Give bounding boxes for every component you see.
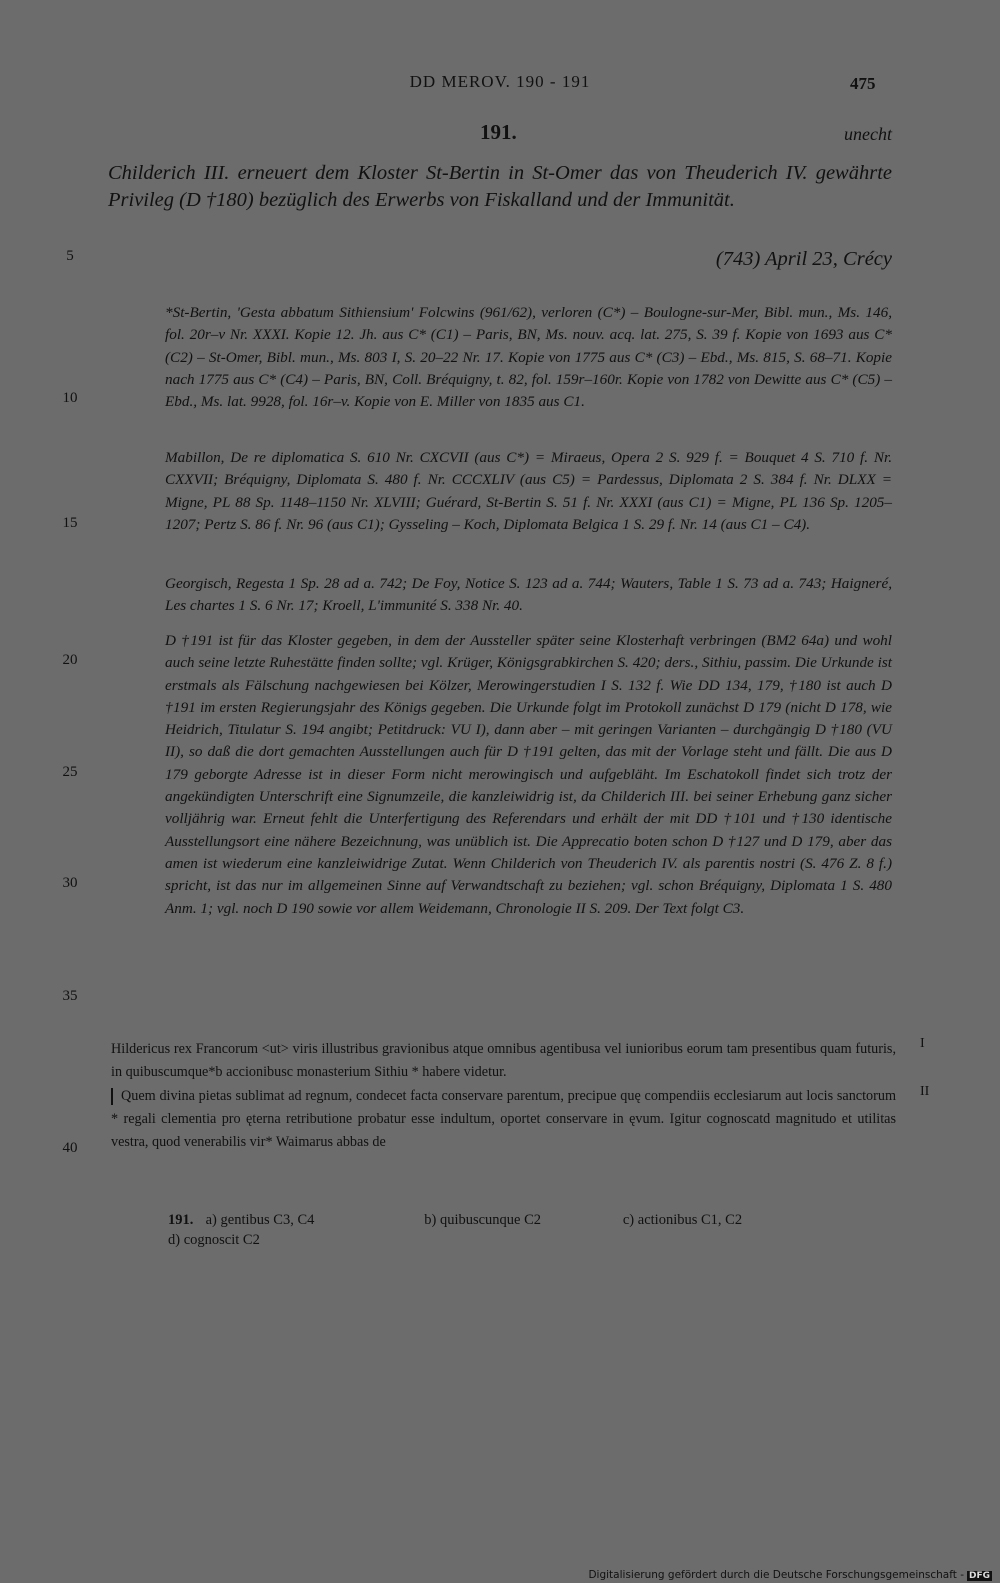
line-number: 25 bbox=[62, 764, 78, 780]
dfg-logo: DFG bbox=[968, 1571, 990, 1581]
footnote-a: a) gentibus C3, C4 bbox=[205, 1212, 315, 1228]
line-number: 35 bbox=[62, 988, 78, 1004]
editions-paragraph: Mabillon, De re diplomatica S. 610 Nr. CXCVII (aus C*) = Miraeus, Opera 2 S. 929 f. = Bouquet 4 S. 710 f. Nr. CXXVII; Bréquigny, Diplomata S. 480 f. Nr. CCCXLIV (aus C5) = Pardessus, Diplomata 2 S. 384 f. Nr. DLXX = Migne, PL 88 Sp. 1148–1150 Nr. XLVIII; Guérard, St-Bertin S. 51 f. Nr. XXXI (aus C1) = Migne, PL 136 Sp. 1205–1207; Pertz S. 86 f. Nr. 96 (aus C1); Gysseling – Koch, Diplomata Belgica 1 S. 29 f. Nr. 14 (aus C1 – C4). bbox=[165, 449, 892, 533]
text-protocol: Hildericus rex Francorum <ut> viris illustribus gravionibus atque omnibus agentibusa vel iunioribus eorum tam presentibus quam futuris, in quibuscumque*b accionibusc monasterium Sithiu * habere videtur. bbox=[111, 1041, 896, 1081]
credit-text: Digitalisierung gefördert durch die Deutsche Forschungsgemeinschaft - bbox=[588, 1569, 964, 1581]
margin-marker-II: II bbox=[920, 1084, 930, 1099]
document-number: 191. bbox=[480, 120, 517, 144]
line-number: 10 bbox=[62, 390, 78, 406]
margin-marker-I: I bbox=[920, 1036, 925, 1051]
running-head: DD MEROV. 190 - 191 bbox=[409, 72, 591, 91]
footnote-label: 191. bbox=[168, 1212, 194, 1228]
footnotes bbox=[168, 1210, 892, 1250]
text-arenga bbox=[111, 1085, 896, 1155]
transmission-paragraph: *St-Bertin, 'Gesta abbatum Sithiensium' Folcwins (961/62), verloren (C*) – Boulogne-sur-Mer, Bibl. mun., Ms. 146, fol. 20r–v Nr. XXXI. Kopie 12. Jh. aus C* (C1) – Paris, BN, Ms. nouv. acq. lat. 275, S. 39 f. Kopie von 1693 aus C* (C2) – St-Omer, Bibl. mun., Ms. 803 I, S. 20–22 Nr. 17. Kopie von 1775 aus C* (C3) – Ebd., Ms. 815, S. 68–71. Kopie nach 1775 aus C* (C4) – Paris, BN, Coll. Bréquigny, t. 82, fol. 159r–160r. Kopie von 1782 von Dewitte aus C* (C5) – Ebd., Ms. lat. 9928, fol. 16r–v. Kopie von E. Miller von 1835 aus C1. bbox=[165, 304, 892, 411]
regest: Childerich III. erneuert dem Kloster St-Bertin in St-Omer das von Theuderich IV. gewährte Privileg (D †180) bezüglich des Erwerbs von Fiskalland und der Immunität. bbox=[108, 162, 892, 211]
line-number: 20 bbox=[62, 652, 78, 668]
document-status: unecht bbox=[844, 124, 892, 144]
footnote-b: b) quibuscunque C2 bbox=[424, 1212, 542, 1228]
line-number: 40 bbox=[62, 1140, 78, 1156]
page-number: 475 bbox=[850, 74, 876, 93]
digitization-credit bbox=[588, 1569, 992, 1581]
line-number: 30 bbox=[62, 875, 78, 891]
dating-line: (743) April 23, Crécy bbox=[715, 248, 892, 270]
commentary-paragraph: D †191 ist für das Kloster gegeben, in dem der Aussteller später seine Klosterhaft verbringen (BM2 64a) und wohl auch seine letzte Ruhestätte finden sollte; vgl. Krüger, Königsgrabkirchen S. 420; ders., Sithiu, passim. Die Urkunde ist erstmals als Fälschung nachgewiesen bei Kölzer, Merowingerstudien I S. 132 f. Wie DD 134, 179, †180 ist auch D †191 im ersten Regierungsjahr des Königs gegeben. Die Urkunde folgt im Protokoll zunächst D 179 (nicht D 178, wie Heidrich, Titulatur S. 194 angibt; Petitdruck: VU I), dann aber – mit geringen Varianten – durchgängig D †180 (VU II), so daß die dort gemachten Ausstellungen auch für D †191 gelten, das mit der Vorlage steht und fällt. Die aus D 179 geborgte Adresse ist in dieser Form nicht merowingisch und aufgebläht. Im Eschatokoll findet sich trotz der angekündigten Unterschrift eine Signumzeile, die kanzleiwidrig ist, da Childerich III. bei seiner Erhebung ganz sicher volljährig war. Erneut fehlt die Unterfertigung des Referendars und erhält der mit DD †101 und †130 identische Ausstellungsort eine nähere Bezeichnung, was unüblich ist. Die Apprecatio boten schon D †127 und D 179, aber das amen ist wiederum eine kanzleiwidrige Zutat. Wenn Childerich von Theuderich IV. als parentis nostri (S. 476 Z. 8 f.) spricht, ist das nur im allgemeinen Sinne auf Verwandtschaft zu beziehen; vgl. schon Bréquigny, Diplomata 1 S. 480 Anm. 1; vgl. noch D 190 sowie vor allem Weidemann, Chronologie II S. 209. Der Text folgt C3. bbox=[165, 632, 892, 917]
regesta-paragraph: Georgisch, Regesta 1 Sp. 28 ad a. 742; De Foy, Notice S. 123 ad a. 744; Wauters, Table 1 S. 73 ad a. 743; Haigneré, Les chartes 1 S. 6 Nr. 17; Kroell, L'immunité S. 338 Nr. 40. bbox=[165, 575, 892, 615]
line-number: 15 bbox=[62, 515, 78, 531]
footnote-d: d) cognoscit C2 bbox=[168, 1232, 260, 1248]
footnote-c: c) actionibus C1, C2 bbox=[622, 1212, 743, 1228]
section-bar bbox=[111, 1088, 113, 1105]
text-arenga-content: Quem divina pietas sublimat ad regnum, condecet facta conservare parentum, precipue quę compendiis ecclesiarum aut locis sanctorum * regali clementia pro ęterna retributione probatur esse indultum, oportet conservare in ęvum. Igitur cognoscatd magnitudo et utilitas vestra, quod venerabilis vir* Waimarus abbas de bbox=[111, 1088, 896, 1151]
line-number: 5 bbox=[66, 248, 74, 264]
